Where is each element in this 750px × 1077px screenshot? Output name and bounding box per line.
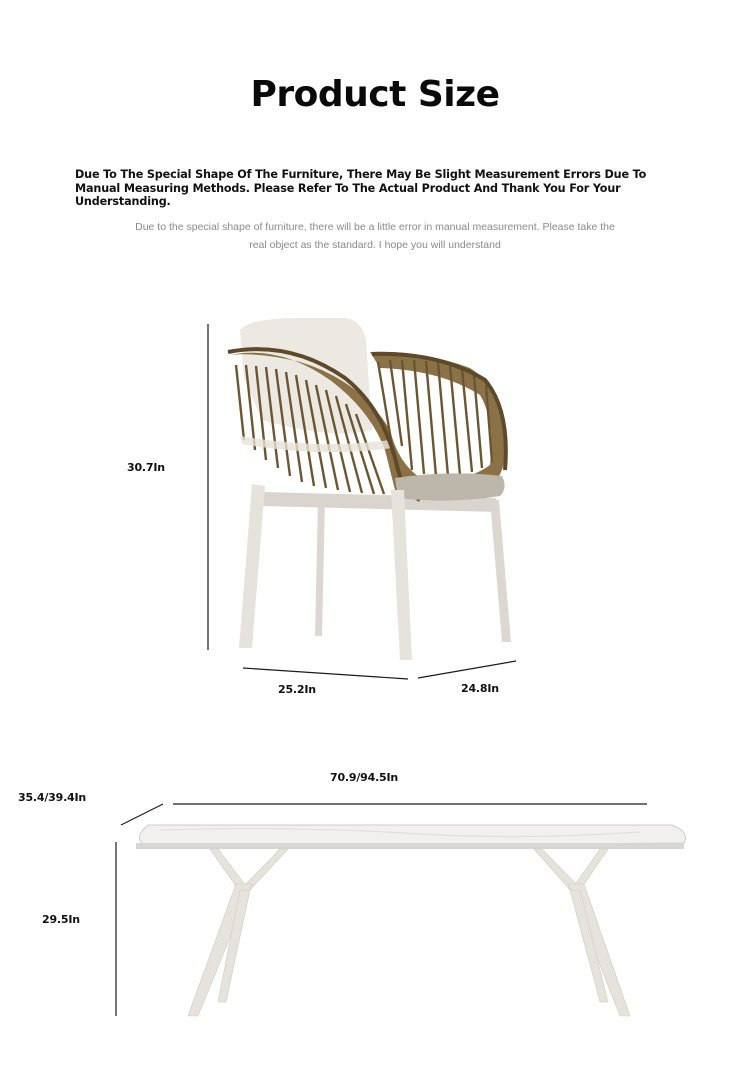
table-width-line <box>121 804 163 825</box>
dining-chair-image <box>228 318 511 660</box>
chair-depth-label: 24.8In <box>461 682 499 695</box>
subnote-line-2: real object as the standard. I hope you will understand <box>249 239 501 251</box>
chair-depth-line <box>418 661 516 678</box>
table-length-label: 70.9/94.5In <box>330 771 399 784</box>
subnote-line-1: Due to the special shape of furniture, there will be a little error in manual measurement. Please take the <box>135 221 615 233</box>
chair-width-line <box>243 668 408 679</box>
table-width-label: 35.4/39.4In <box>18 791 87 804</box>
table-height-label: 29.5In <box>42 913 80 926</box>
measurement-notice: Due To The Special Shape Of The Furniture, There May Be Slight Measurement Errors Due To Manual Measuring Methods. Please Refer To The Actual Product And Thank You For Your Understanding. <box>75 168 647 208</box>
chair-height-label: 30.7In <box>127 461 165 474</box>
dining-table-image <box>136 825 686 1016</box>
chair-width-label: 25.2In <box>278 683 316 696</box>
page-title: Product Size <box>250 74 500 115</box>
